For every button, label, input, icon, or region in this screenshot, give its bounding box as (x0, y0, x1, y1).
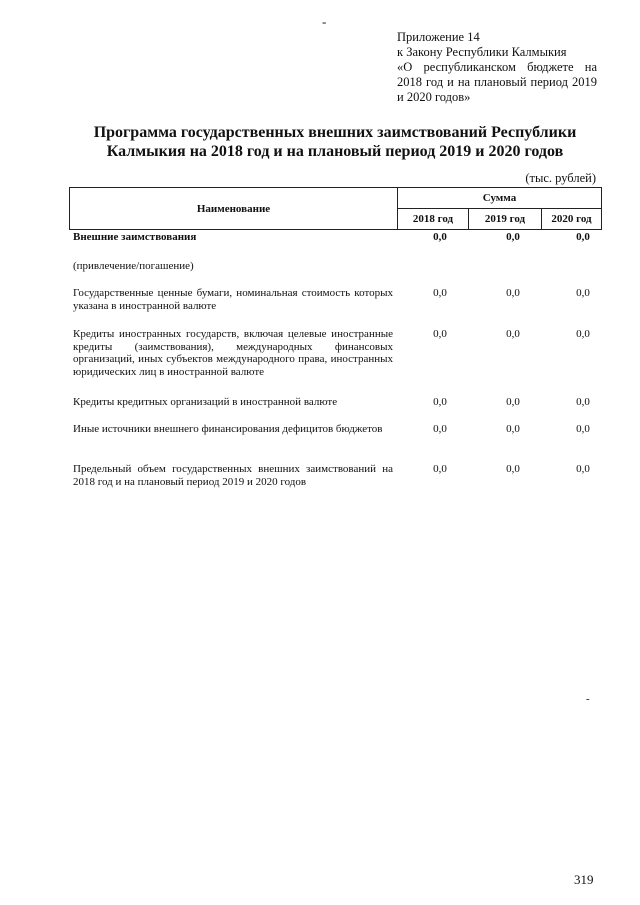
row-name: (привлечение/погашение) (73, 260, 194, 272)
appendix-law: к Закону Республики Калмыкия (397, 45, 567, 59)
appendix-number: Приложение 14 (397, 30, 480, 44)
year-2018-header: 2018 год (398, 209, 469, 230)
column-name-header: Наименование (70, 188, 398, 230)
document-title: Программа государственных внешних заимствований Республики Калмыкия на 2018 год и на плановый период 2019 и 2020 годов (93, 124, 577, 160)
row-name: Иные источники внешнего финансирования дефицитов бюджетов (73, 423, 383, 435)
units-label: (тыс. рублей) (525, 171, 596, 185)
value-2020: 0,0 (576, 287, 590, 299)
year-2020-header: 2020 год (542, 209, 602, 230)
row-name: Кредиты кредитных организаций в иностранной валюте (73, 396, 338, 408)
row-name: Предельный объем государственных внешних заимствований на 2018 год и на плановый период 2019 и 2020 годов (73, 463, 393, 488)
value-2019: 0,0 (506, 231, 520, 243)
row-name: Государственные ценные бумаги, номинальная стоимость которых указана в иностранной валюте (73, 287, 393, 312)
column-sum-header: Сумма (398, 188, 602, 209)
value-2019: 0,0 (506, 423, 520, 435)
value-2020: 0,0 (576, 423, 590, 435)
year-2019-header: 2019 год (469, 209, 542, 230)
row-name: Внешние заимствования (73, 231, 197, 243)
value-2020: 0,0 (576, 396, 590, 408)
value-2019: 0,0 (506, 463, 520, 475)
value-2018: 0,0 (433, 396, 447, 408)
value-2019: 0,0 (506, 287, 520, 299)
page-number: 319 (574, 872, 594, 887)
value-2018: 0,0 (433, 287, 447, 299)
appendix-law-title: «О республиканском бюджете на 2018 год и на плановый период 2019 и 2020 годов» (397, 60, 597, 104)
value-2019: 0,0 (506, 396, 520, 408)
value-2018: 0,0 (433, 423, 447, 435)
margin-dash: - (586, 693, 590, 705)
value-2020: 0,0 (576, 231, 590, 243)
appendix-header (397, 30, 597, 105)
value-2020: 0,0 (576, 328, 590, 340)
row-name: Кредиты иностранных государств, включая целевые иностранные кредиты (заимствования), международных финансовых организаций, иных субъектов международного права, иностранных юридических лиц в иностранной валюте (73, 328, 393, 378)
top-dash: - (322, 14, 327, 29)
table-header (69, 187, 602, 230)
value-2020: 0,0 (576, 463, 590, 475)
value-2018: 0,0 (433, 328, 447, 340)
value-2019: 0,0 (506, 328, 520, 340)
value-2018: 0,0 (433, 463, 447, 475)
value-2018: 0,0 (433, 231, 447, 243)
